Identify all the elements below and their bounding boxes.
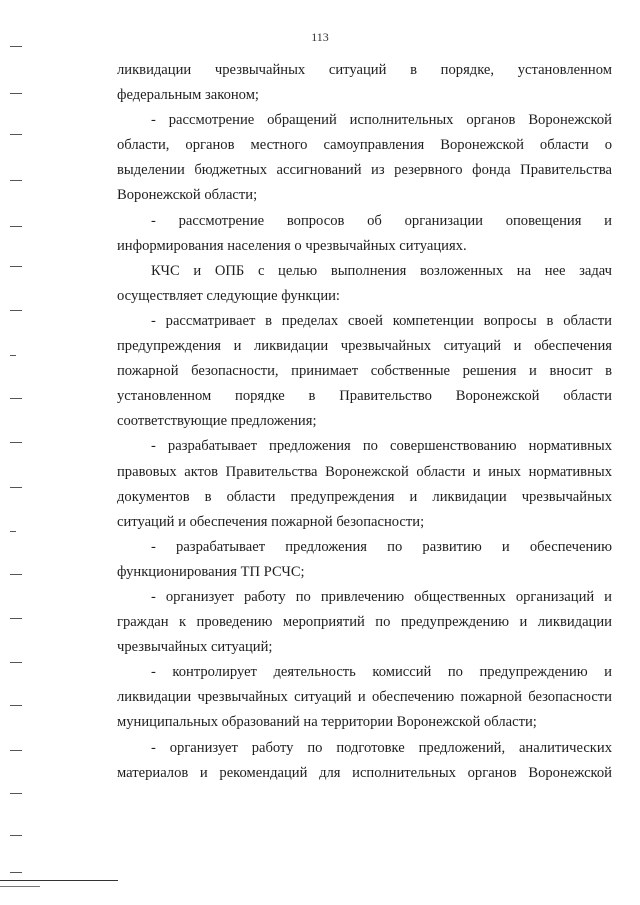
margin-mark (10, 134, 22, 135)
text-line: предупреждения и ликвидации чрезвычайных ситуаций и обеспечения (117, 338, 612, 355)
margin-mark (10, 442, 22, 443)
text-line: информирования населения о чрезвычайных ситуациях. (117, 237, 467, 254)
margin-mark (10, 226, 22, 227)
footer-rule-short (0, 886, 40, 887)
text-line: документов в области предупреждения и ликвидации чрезвычайных (117, 488, 612, 505)
footer-rule (0, 880, 118, 881)
text-line: правовых актов Правительства Воронежской области и иных нормативных (117, 463, 612, 480)
text-line: - контролирует деятельность комиссий по предупреждению и (151, 664, 612, 681)
text-line: установленном порядке в Правительство Воронежской области (117, 388, 612, 405)
text-line: ситуаций и обеспечения пожарной безопасности; (117, 513, 425, 530)
text-line: федеральным законом; (117, 87, 259, 104)
text-line: выделении бюджетных ассигнований из резервного фонда Правительства (117, 162, 612, 179)
text-line: - разрабатывает предложения по совершенствованию нормативных (151, 438, 612, 455)
text-line: - разрабатывает предложения по развитию и обеспечению (151, 538, 612, 555)
margin-mark (10, 574, 22, 575)
text-line: КЧС и ОПБ с целью выполнения возложенных на нее задач (151, 262, 612, 279)
margin-mark (10, 355, 16, 356)
margin-mark (10, 180, 22, 181)
text-line: - рассмотрение вопросов об организации оповещения и (151, 212, 612, 229)
text-line: соответствующие предложения; (117, 413, 317, 430)
text-line: - организует работу по привлечению общественных организаций и (151, 588, 612, 605)
text-line: ликвидации чрезвычайных ситуаций и обеспечению пожарной безопасности (117, 689, 612, 706)
margin-mark (10, 793, 22, 794)
margin-mark (10, 46, 22, 47)
margin-mark (10, 835, 22, 836)
text-line: материалов и рекомендаций для исполнительных органов Воронежской (117, 764, 612, 781)
text-line: осуществляет следующие функции: (117, 287, 340, 304)
margin-marks (0, 0, 30, 905)
margin-mark (10, 310, 22, 311)
text-line: пожарной безопасности, принимает собственные решения и вносит в (117, 363, 612, 380)
margin-mark (10, 487, 22, 488)
margin-mark (10, 398, 22, 399)
margin-mark (10, 93, 22, 94)
document-body (117, 58, 612, 786)
text-line: муниципальных образований на территории Воронежской области; (117, 714, 537, 731)
margin-mark (10, 662, 22, 663)
text-line: Воронежской области; (117, 187, 258, 204)
text-line: области, органов местного самоуправления Воронежской области о (117, 137, 612, 154)
text-line: ликвидации чрезвычайных ситуаций в порядке, установленном (117, 62, 612, 78)
margin-mark (10, 618, 22, 619)
margin-mark (10, 705, 22, 706)
margin-mark (10, 872, 22, 873)
text-line: чрезвычайных ситуаций; (117, 639, 273, 656)
margin-mark (10, 531, 16, 532)
text-line: - организует работу по подготовке предложений, аналитических (151, 739, 612, 756)
text-line: - рассмотрение обращений исполнительных органов Воронежской (151, 112, 612, 129)
text-line: граждан к проведению мероприятий по предупреждению и ликвидации (117, 614, 612, 631)
text-line: функционирования ТП РСЧС; (117, 563, 305, 580)
margin-mark (10, 266, 22, 267)
margin-mark (10, 750, 22, 751)
page-number: 113 (311, 30, 329, 44)
text-line: - рассматривает в пределах своей компетенции вопросы в области (151, 312, 612, 329)
